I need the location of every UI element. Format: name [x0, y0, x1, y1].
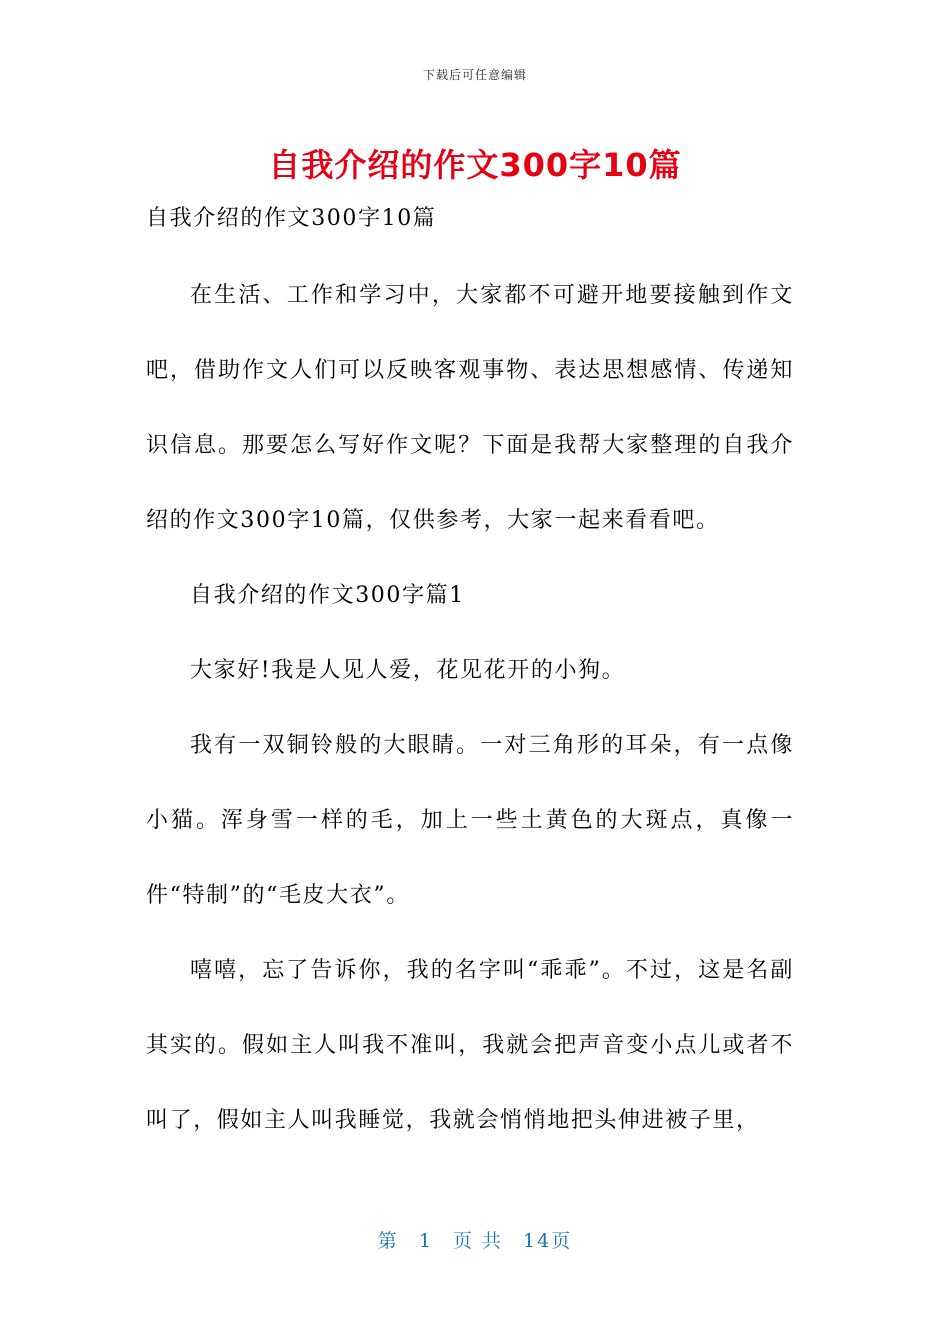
- body-paragraph: 大家好!我是人见人爱，花见花开的小狗。: [190, 658, 626, 683]
- body-paragraph: 嘻嘻，忘了告诉你，我的名字叫“乖乖”。不过，这是名副其实的。假如主人叫我不准叫，我就会把声音变小点儿或者不叫了，假如主人叫我睡觉，我就会悄悄地把头伸进被子里，: [146, 958, 794, 1133]
- document-body: [146, 196, 794, 1158]
- footer-label-of: 页 共: [452, 1230, 503, 1252]
- header-note: 下载后可任意编辑: [422, 68, 527, 82]
- intro-paragraph: 在生活、工作和学习中，大家都不可避开地要接触到作文吧，借助作文人们可以反映客观事物、表达思想感情、传递知识信息。那要怎么写好作文呢？下面是我帮大家整理的自我介绍的作文300字10篇，仅供参考，大家一起来看看吧。: [146, 283, 794, 533]
- page-footer: [0, 1226, 950, 1253]
- footer-total-pages: 14页: [523, 1230, 573, 1252]
- footer-current-page: 1: [418, 1230, 433, 1252]
- body-paragraph: 我有一双铜铃般的大眼睛。一对三角形的耳朵，有一点像小猫。浑身雪一样的毛，加上一些土黄色的大斑点，真像一件“特制”的“毛皮大衣”。: [146, 733, 794, 908]
- section-heading: 自我介绍的作文300字篇1: [190, 583, 465, 608]
- footer-label-page: 第: [377, 1230, 399, 1252]
- subtitle-paragraph: 自我介绍的作文300字10篇: [146, 206, 437, 231]
- document-title: 自我介绍的作文300字10篇: [268, 146, 682, 184]
